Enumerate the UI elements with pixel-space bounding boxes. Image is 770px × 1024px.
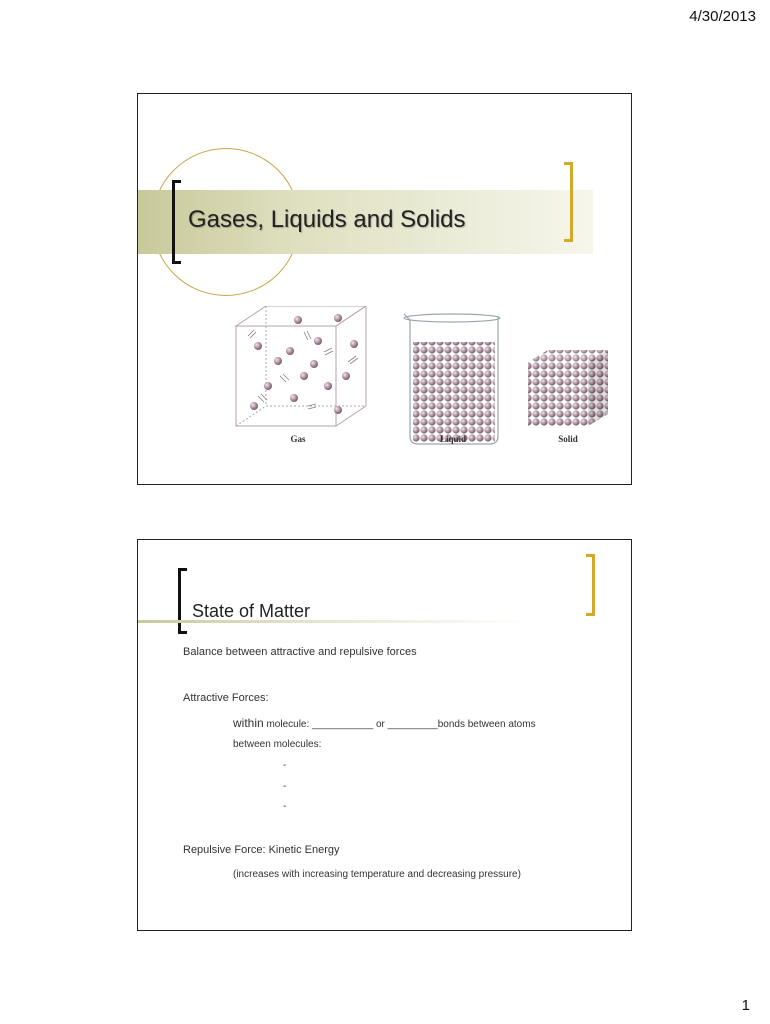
gas-motion-marks xyxy=(248,330,358,409)
between-molecules-text: between molecules: xyxy=(233,739,322,750)
liquid-molecules xyxy=(413,342,495,442)
within-word: within xyxy=(233,716,264,730)
right-bracket-icon xyxy=(586,554,595,616)
liquid-caption: Liquid xyxy=(439,434,467,444)
gas-caption: Gas xyxy=(290,434,306,444)
page-number: 1 xyxy=(741,997,750,1014)
repulsive-note: (increases with increasing temperature and decreasing pressure) xyxy=(233,869,521,880)
dash-item: - xyxy=(283,781,287,792)
dash-item: - xyxy=(283,801,287,812)
page-date: 4/30/2013 xyxy=(689,8,756,25)
dash-item: - xyxy=(283,760,287,771)
left-bracket-icon xyxy=(178,568,187,634)
slide-title: State of Matter xyxy=(192,601,311,621)
within-molecule-text: molecule: ___________ or _________bonds between atoms xyxy=(263,719,536,730)
solid-cube xyxy=(528,350,608,426)
repulsive-force-text: Repulsive Force: Kinetic Energy xyxy=(183,844,340,856)
attractive-forces-heading: Attractive Forces: xyxy=(183,692,269,704)
within-molecule-line xyxy=(233,716,536,730)
solid-caption: Solid xyxy=(558,434,578,444)
balance-text: Balance between attractive and repulsive forces xyxy=(183,646,417,658)
slide-state-of-matter xyxy=(137,539,632,931)
states-of-matter-illustration xyxy=(228,306,628,466)
left-bracket-icon xyxy=(172,180,181,264)
right-bracket-icon xyxy=(564,162,573,242)
slide-title: Gases, Liquids and Solids xyxy=(188,206,466,233)
slide-gases-liquids-solids xyxy=(137,93,632,485)
